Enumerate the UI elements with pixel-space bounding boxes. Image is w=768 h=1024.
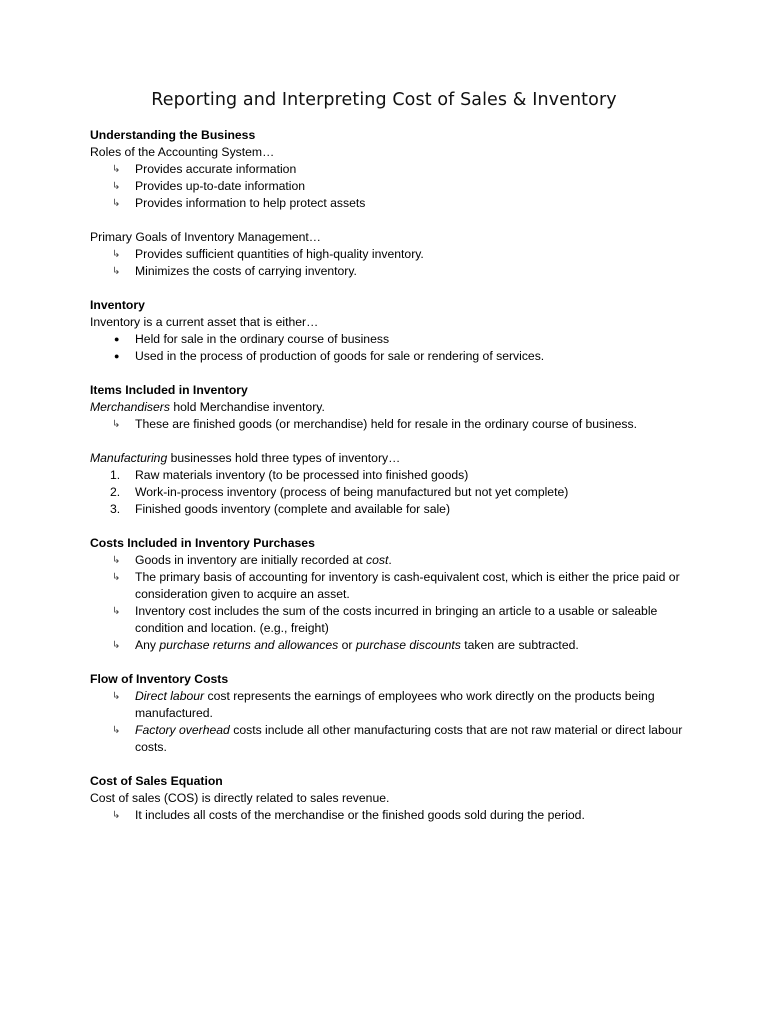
section-understanding-business (90, 127, 698, 280)
list-item (90, 416, 698, 433)
arrow-icon: ↳ (112, 810, 121, 821)
arrow-icon: ↳ (112, 640, 121, 651)
list-item-text: Used in the process of production of goods for sale or rendering of services. (135, 349, 545, 363)
arrow-icon: ↳ (112, 181, 121, 192)
section-heading: Inventory (90, 298, 145, 312)
list-item-text: Raw materials inventory (to be processed into finished goods) (135, 468, 469, 482)
list-item (90, 348, 698, 365)
arrow-icon: ↳ (112, 164, 121, 175)
list-item-text: . (388, 553, 392, 567)
list-item-text: Goods in inventory are initially recorded at (135, 553, 367, 567)
list-item (90, 484, 698, 501)
section-heading: Understanding the Business (90, 128, 256, 142)
paragraph (90, 450, 698, 467)
paragraph: Inventory is a current asset that is either… (90, 315, 319, 329)
list-item-text: Finished goods inventory (complete and available for sale) (135, 502, 451, 516)
list-item-text: taken are subtracted. (460, 638, 579, 652)
arrow-list (90, 161, 698, 212)
list-item-text: cost represents the earnings of employees who work directly on the products being manufactured. (135, 689, 655, 720)
list-number: 3. (110, 502, 121, 516)
list-number: 1. (110, 468, 121, 482)
list-item-text: Provides up-to-date information (135, 179, 306, 193)
emphasis-text: cost (366, 553, 389, 567)
emphasis-text: purchase returns and allowances (159, 638, 339, 652)
arrow-icon: ↳ (112, 691, 121, 702)
list-item-text: Provides sufficient quantities of high-quality inventory. (135, 247, 424, 261)
document-title: Reporting and Interpreting Cost of Sales & Inventory (151, 90, 617, 110)
emphasis-text: Manufacturing (90, 451, 168, 465)
section-cost-of-sales (90, 773, 698, 824)
list-item (90, 722, 698, 756)
list-item (90, 263, 698, 280)
section-items-included (90, 382, 698, 518)
arrow-icon: ↳ (112, 198, 121, 209)
emphasis-text: Factory overhead (135, 723, 230, 737)
list-item (90, 501, 698, 518)
section-costs-included (90, 535, 698, 654)
arrow-icon: ↳ (112, 606, 121, 617)
list-item-text: Inventory cost includes the sum of the costs incurred in bringing an article to a usable or saleable condition and location. (e.g., freight) (135, 604, 658, 635)
list-item (90, 637, 698, 654)
arrow-list (90, 246, 698, 280)
arrow-icon: ↳ (112, 555, 121, 566)
list-item (90, 603, 698, 637)
list-item-text: Provides information to help protect assets (135, 196, 366, 210)
list-item-text: It includes all costs of the merchandise or the finished goods sold during the period. (135, 808, 585, 822)
paragraph (90, 399, 698, 416)
spacer (90, 212, 698, 229)
arrow-list (90, 416, 698, 433)
list-item-text: Any (135, 638, 160, 652)
list-item-text: or (338, 638, 356, 652)
section-heading: Flow of Inventory Costs (90, 672, 229, 686)
spacer (90, 433, 698, 450)
list-item (90, 161, 698, 178)
emphasis-text: Direct labour (135, 689, 205, 703)
list-item (90, 178, 698, 195)
list-item (90, 688, 698, 722)
section-heading: Items Included in Inventory (90, 383, 248, 397)
list-item (90, 246, 698, 263)
arrow-icon: ↳ (112, 419, 121, 430)
arrow-list (90, 552, 698, 654)
emphasis-text: purchase discounts (355, 638, 461, 652)
paragraph-text: hold Merchandise inventory. (169, 400, 325, 414)
bullet-icon: ● (114, 334, 120, 344)
list-number: 2. (110, 485, 121, 499)
arrow-icon: ↳ (112, 266, 121, 277)
arrow-list (90, 688, 698, 756)
bullet-list (90, 331, 698, 365)
list-item-text: Minimizes the costs of carrying inventory. (135, 264, 357, 278)
arrow-icon: ↳ (112, 725, 121, 736)
bullet-icon: ● (114, 351, 120, 361)
list-item-text: The primary basis of accounting for inventory is cash-equivalent cost, which is either the price paid or consideration given to acquire an asset. (135, 570, 680, 601)
section-flow-of-costs (90, 671, 698, 756)
list-item (90, 807, 698, 824)
paragraph: Roles of the Accounting System… (90, 145, 275, 159)
list-item-text: costs include all other manufacturing costs that are not raw material or direct labour costs. (135, 723, 683, 754)
section-heading: Cost of Sales Equation (90, 774, 223, 788)
paragraph: Primary Goals of Inventory Management… (90, 230, 321, 244)
section-inventory (90, 297, 698, 365)
paragraph: Cost of sales (COS) is directly related to sales revenue. (90, 791, 390, 805)
list-item (90, 467, 698, 484)
list-item-text: Work-in-process inventory (process of being manufactured but not yet complete) (135, 485, 569, 499)
emphasis-text: Merchandisers (90, 400, 170, 414)
arrow-icon: ↳ (112, 249, 121, 260)
list-item (90, 195, 698, 212)
paragraph-text: businesses hold three types of inventory… (167, 451, 401, 465)
list-item-text: Provides accurate information (135, 162, 297, 176)
list-item (90, 569, 698, 603)
numbered-list (90, 467, 698, 518)
list-item-text: These are finished goods (or merchandise) held for resale in the ordinary course of business. (135, 417, 637, 431)
arrow-icon: ↳ (112, 572, 121, 583)
arrow-list (90, 807, 698, 824)
section-heading: Costs Included in Inventory Purchases (90, 536, 315, 550)
list-item (90, 552, 698, 569)
list-item-text: Held for sale in the ordinary course of business (135, 332, 390, 346)
list-item (90, 331, 698, 348)
